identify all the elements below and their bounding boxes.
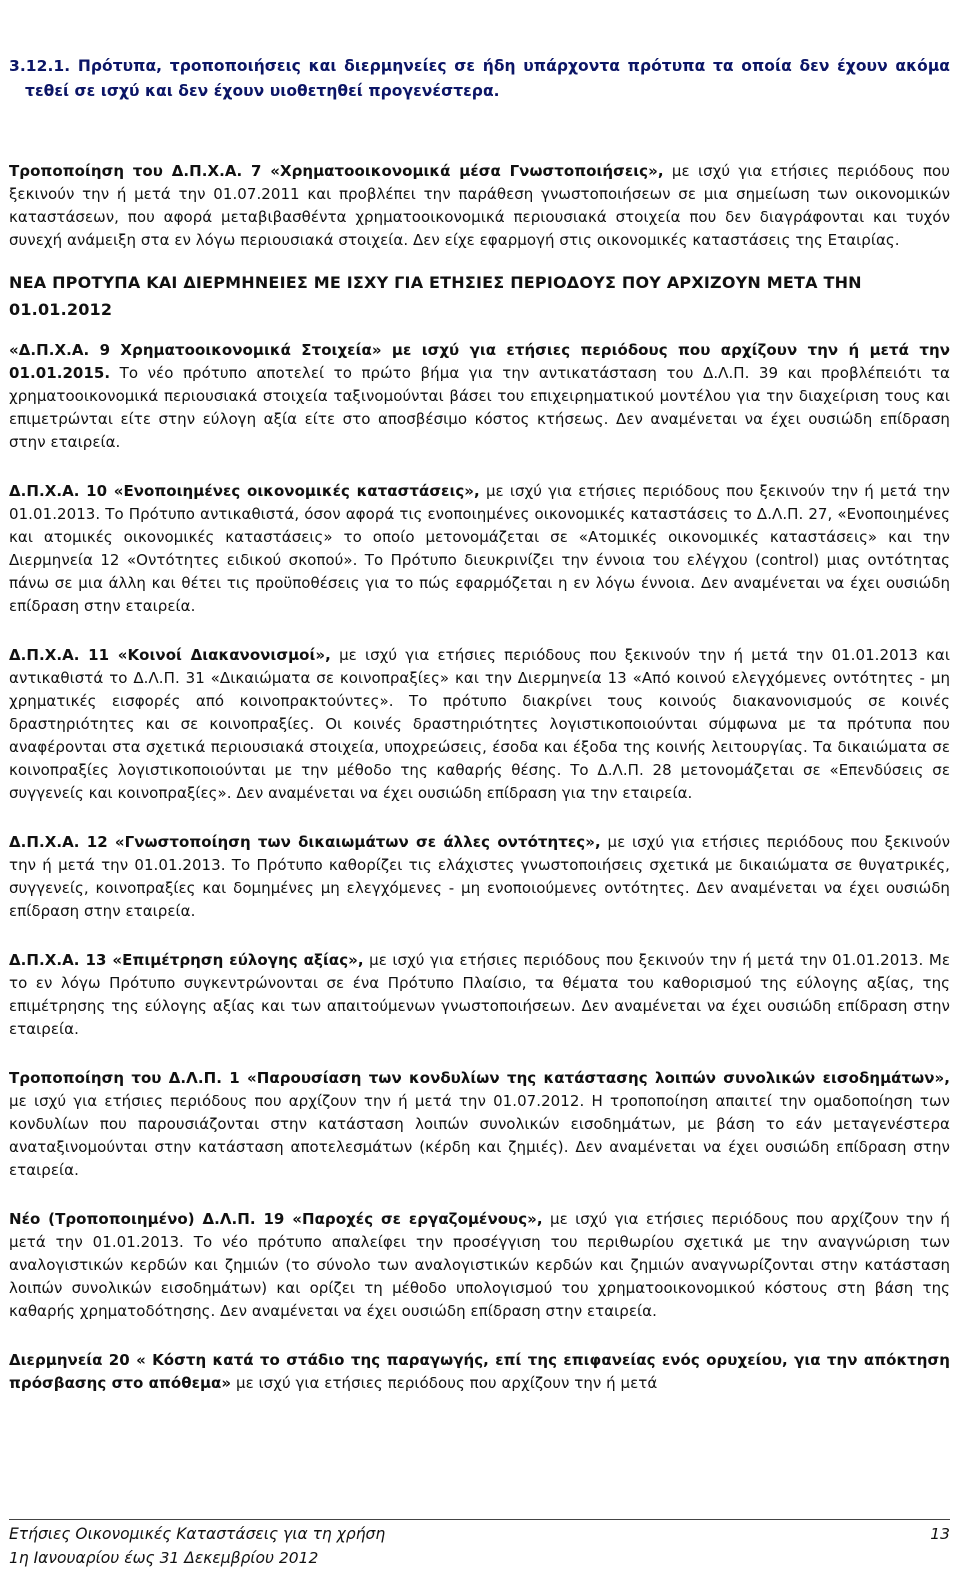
item-bold-lead: Δ.Π.Χ.Α. 12 «Γνωστοποίηση των δικαιωμάτων σε άλλες οντότητες», <box>9 833 601 851</box>
footer-row-title <box>9 1522 950 1546</box>
item-ifrs12 <box>9 831 950 923</box>
item-ifric20 <box>9 1349 950 1395</box>
item-body: με ισχύ για ετήσιες περιόδους που ξεκινούν την ή μετά την 01.01.2013. Το Πρότυπο αντικαθιστά, όσον αφορά τις ενοποιημένες οικονομικές καταστάσεις το Δ.Λ.Π. 27, «Ενοποιημένες και ατομικές οικονομικές καταστάσεις» το οποίο μετονομάζεται σε «Ατομικές οικονομικές καταστάσεις» και την Διερμηνεία 12 «Οντότητες ειδικού σκοπού». Το Πρότυπο διευκρινίζει την έννοια του ελέγχου (control) μιας οντότητας πάνω σε μια άλλη και θέτει τις προϋποθέσεις για το πώς εφαρμόζεται η εν λόγω έννοια. Δεν αναμένεται να έχει ουσιώδη επίδραση στην εταιρεία. <box>9 482 950 615</box>
item-ifrs13 <box>9 949 950 1041</box>
section-number: 3.12.1. <box>9 57 71 75</box>
section-heading-text: Πρότυπα, τροποποιήσεις και διερμηνείες σε ήδη υπάρχοντα πρότυπα τα οποία δεν έχουν ακόμα τεθεί σε ισχύ και δεν έχουν υιοθετηθεί προγενέστερα. <box>25 57 950 100</box>
item-body: με ισχύ για ετήσιες περιόδους που ξεκινούν την ή μετά την 01.01.2013. Με το εν λόγω Πρότυπο συγκεντρώνονται σε ένα Πρότυπο Πλαίσιο, τα θέματα του καθορισμού της εύλογης αξίας, της επιμέτρησης της εύλογης αξίας και των απαιτούμενων γνωστοποιήσεων. Δεν αναμένεται να έχει ουσιώδη επίδραση στην εταιρεία. <box>9 951 950 1038</box>
item-body: με ισχύ για ετήσιες περιόδους που αρχίζουν την ή μετά <box>231 1374 658 1392</box>
item-ifrs11 <box>9 644 950 805</box>
item-bold-lead: Δ.Π.Χ.Α. 13 «Επιμέτρηση εύλογης αξίας», <box>9 951 364 969</box>
item-body: με ισχύ για ετήσιες περιόδους που αρχίζουν την ή μετά την 01.01.2013. Το νέο πρότυπο απαλείφει την προσέγγιση του περιθωρίου σχετικά με την αναγνώριση των αναλογιστικών κερδών και ζημιών (το σύνολο των αναλογιστικών κερδών και ζημιών αναγνωρίζονται στην κατάσταση λοιπών συνολικών εισοδημάτων) και ορίζει τη μέθοδο υπολογισμού του χρηματοοικονομικού κόστους στη βάση της καθαρής χρηματοδότησης. Δεν αναμένεται να έχει ουσιώδη επίδραση στην εταιρεία. <box>9 1210 950 1320</box>
page-footer <box>9 1519 950 1570</box>
paragraph-body: με ισχύ για ετήσιες περιόδους που ξεκινούν την ή μετά την 01.07.2011 και προβλέπει την παράθεση γνωστοποιήσεων σε μια σημείωση των οικονομικών καταστάσεων, που αφορά μεταβιβασθέντα χρηματοοικονομικά περιουσιακά στοιχεία που δεν διαγράφονται και τυχόν συνεχή ανάμειξη στα εν λόγω περιουσιακά στοιχεία. Δεν είχε εφαρμογή στις οικονομικές καταστάσεις της Εταιρίας. <box>9 162 950 249</box>
item-bold-lead: Δ.Π.Χ.Α. 10 «Ενοποιημένες οικονομικές καταστάσεις», <box>9 482 480 500</box>
item-ifrs10 <box>9 480 950 618</box>
item-bold-lead: Δ.Π.Χ.Α. 11 «Κοινοί Διακανονισμοί», <box>9 646 331 664</box>
item-ias1-amendment <box>9 1067 950 1182</box>
item-bold-lead: Νέο (Τροποποιημένο) Δ.Λ.Π. 19 «Παροχές σε εργαζομένους», <box>9 1210 543 1228</box>
item-body: με ισχύ για ετήσιες περιόδους που ξεκινούν την ή μετά την 01.01.2013 και αντικαθιστά το Δ.Λ.Π. 31 «Δικαιώματα σε κοινοπραξίες» και την Διερμηνεία 13 «Από κοινού ελεγχόμενες οντότητες - μη χρηματικές εισφορές από κοινοπρακτούντες». Το πρότυπο διακρίνει τους κοινούς διακανονισμούς σε κοινές δραστηριότητες και σε κοινοπραξίες. Οι κοινές δραστηριότητες λογιστικοποιούνται σύμφωνα με τα πρότυπα που αναφέρονται στα σχετικά περιουσιακά στοιχεία, υποχρεώσεις, έσοδα και έξοδα της κοινής λειτουργίας. Τα δικαιώματα σε κοινοπραξίες λογιστικοποιούνται με την μέθοδο της καθαρής θέσης. Το Δ.Λ.Π. 28 μετονομάζεται σε «Επενδύσεις σε συγγενείς και κοινοπραξίες». Δεν αναμένεται να έχει ουσιώδη επίδραση για την εταιρεία. <box>9 646 950 802</box>
item-bold-lead: Διερμηνεία 20 « Κόστη κατά το στάδιο της παραγωγής, επί της επιφανείας ενός ορυχείου, για την απόκτηση πρόσβασης στο απόθεμα» <box>9 1351 950 1392</box>
new-standards-title: ΝΕΑ ΠΡΟΤΥΠΑ ΚΑΙ ΔΙΕΡΜΗΝΕΙΕΣ ΜΕ ΙΣΧΥ ΓΙΑ ΕΤΗΣΙΕΣ ΠΕΡΙΟΔΟΥΣ ΠΟΥ ΑΡΧΙΖΟΥΝ ΜΕΤΑ ΤΗΝ 01.01.2012 <box>9 273 862 319</box>
item-body: με ισχύ για ετήσιες περιόδους που αρχίζουν την ή μετά την 01.07.2012. Η τροποποίηση απαιτεί την ομαδοποίηση των κονδυλίων που παρουσιάζονται στην κατάσταση λοιπών συνολικών εισοδημάτων, με βάση το εάν μεταγενέστερα αναταξινομούνται στην κατάσταση αποτελεσμάτων (κέρδη και ζημιές). Δεν αναμένεται να έχει ουσιώδη επίδραση στην εταιρεία. <box>9 1092 950 1179</box>
footer-period: 1η Ιανουαρίου έως 31 Δεκεμβρίου 2012 <box>9 1549 319 1567</box>
item-ias19-revised <box>9 1208 950 1323</box>
footer-row-period <box>9 1546 950 1570</box>
item-bold-lead: «Δ.Π.Χ.Α. 9 Χρηματοοικονομικά Στοιχεία» με ισχύ για ετήσιες περιόδους που αρχίζουν την ή μετά την 01.01.2015. <box>9 341 950 382</box>
footer-title: Ετήσιες Οικονομικές Καταστάσεις για τη χρήση <box>9 1525 386 1543</box>
section-heading <box>9 54 950 104</box>
page-number: 13 <box>930 1525 950 1543</box>
item-bold-lead: Τροποποίηση του Δ.Λ.Π. 1 «Παρουσίαση των κονδυλίων της κατάστασης λοιπών συνολικών εισοδημάτων», <box>9 1069 950 1087</box>
paragraph-bold-lead: Τροποποίηση του Δ.Π.Χ.Α. 7 «Χρηματοοικονομικά μέσα Γνωστοποιήσεις», <box>9 162 664 180</box>
item-body: Το νέο πρότυπο αποτελεί το πρώτο βήμα για την αντικατάσταση του Δ.Λ.Π. 39 και προβλέπειότι τα χρηματοοικονομικά περιουσιακά στοιχεία ταξινομούνται βάσει του επιχειρηματικού μοντέλου για την διαχείριση τους και επιμετρώνται είτε στην εύλογη αξία είτε στο αποσβέσιμο κόστος κτήσεως. Δεν αναμένεται να έχει ουσιώδη επίδραση στην εταιρεία. <box>9 364 950 451</box>
item-ifrs9 <box>9 339 950 454</box>
paragraph-ifrs7-amendment <box>9 160 950 252</box>
item-body: με ισχύ για ετήσιες περιόδους που ξεκινούν την ή μετά την 01.01.2013. Το Πρότυπο καθορίζει τις ελάχιστες γνωστοποιήσεις σχετικά με δικαιώματα σε θυγατρικές, συγγενείς, κοινοπραξίες και δομημένες μη ελεγχόμενες - μη ενοποιούμενες οντότητες. Δεν αναμένεται να έχει ουσιώδη επίδραση στην εταιρεία. <box>9 833 950 920</box>
